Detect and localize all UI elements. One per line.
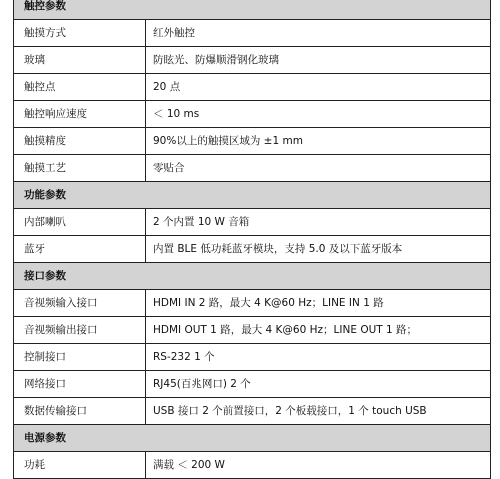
spec-value: RJ45(百兆网口) 2 个 [146, 371, 491, 398]
spec-label: 触摸精度 [14, 128, 146, 155]
spec-value: 防眩光、防爆顺滑钢化玻璃 [146, 47, 491, 74]
spec-label: 音视频输入接口 [14, 290, 146, 317]
spec-label: 控制接口 [14, 344, 146, 371]
spec-value: 90%以上的触摸区域为 ±1 mm [146, 128, 491, 155]
spec-label: 网络接口 [14, 371, 146, 398]
spec-value: 2 个内置 10 W 音箱 [146, 209, 491, 236]
section-title: 功能参数 [14, 182, 491, 209]
section-header-row [14, 0, 491, 20]
spec-label: 触控点 [14, 74, 146, 101]
spec-label: 数据传输接口 [14, 398, 146, 425]
spec-value: 内置 BLE 低功耗蓝牙模块，支持 5.0 及以下蓝牙版本 [146, 236, 491, 263]
section-header-row [14, 425, 491, 452]
spec-table-body [14, 0, 491, 479]
spec-row [14, 74, 491, 101]
spec-row [14, 209, 491, 236]
spec-row [14, 236, 491, 263]
spec-row [14, 128, 491, 155]
spec-label: 内部喇叭 [14, 209, 146, 236]
spec-value: USB 接口 2 个前置接口，2 个板载接口，1 个 touch USB [146, 398, 491, 425]
spec-row [14, 452, 491, 479]
spec-value: 20 点 [146, 74, 491, 101]
section-header-row [14, 263, 491, 290]
spec-value: 满载 ＜ 200 W [146, 452, 491, 479]
spec-table [13, 0, 491, 479]
spec-row [14, 47, 491, 74]
spec-value: ＜ 10 ms [146, 101, 491, 128]
spec-row [14, 20, 491, 47]
spec-row [14, 290, 491, 317]
spec-label: 功耗 [14, 452, 146, 479]
section-title: 电源参数 [14, 425, 491, 452]
spec-label: 触摸方式 [14, 20, 146, 47]
spec-value: HDMI IN 2 路，最大 4 K@60 Hz；LINE IN 1 路 [146, 290, 491, 317]
spec-value: HDMI OUT 1 路，最大 4 K@60 Hz；LINE OUT 1 路； [146, 317, 491, 344]
spec-value: 红外触控 [146, 20, 491, 47]
spec-row [14, 101, 491, 128]
spec-label: 玻璃 [14, 47, 146, 74]
spec-row [14, 371, 491, 398]
section-header-row [14, 182, 491, 209]
spec-row [14, 344, 491, 371]
spec-label: 触控响应速度 [14, 101, 146, 128]
spec-row [14, 398, 491, 425]
spec-label: 触摸工艺 [14, 155, 146, 182]
spec-value: 零贴合 [146, 155, 491, 182]
section-title: 接口参数 [14, 263, 491, 290]
spec-value: RS-232 1 个 [146, 344, 491, 371]
spec-row [14, 155, 491, 182]
spec-row [14, 317, 491, 344]
spec-label: 蓝牙 [14, 236, 146, 263]
section-title: 触控参数 [14, 0, 491, 20]
spec-label: 音视频输出接口 [14, 317, 146, 344]
